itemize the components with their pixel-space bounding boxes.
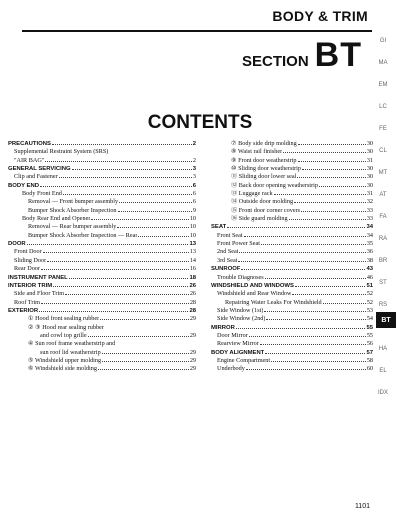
toc-entry-page: 30 bbox=[366, 140, 373, 147]
toc-leader-dots bbox=[297, 177, 366, 178]
toc-entry[interactable] bbox=[211, 307, 373, 315]
toc-entry-title: BODY END bbox=[8, 182, 39, 189]
toc-entry-title: ⑧ Waist rail finisher bbox=[231, 148, 283, 156]
toc-entry-page: 51 bbox=[366, 282, 373, 289]
toc-leader-dots bbox=[100, 319, 189, 320]
toc-entry-page: 2 bbox=[192, 141, 196, 147]
toc-leader-dots bbox=[39, 311, 188, 312]
toc-entry[interactable] bbox=[211, 299, 373, 307]
toc-entry-title: Side Window (2nd) bbox=[217, 315, 266, 323]
toc-entry-page: 2 bbox=[192, 156, 196, 164]
toc-leader-dots bbox=[283, 152, 366, 153]
toc-leader-dots bbox=[241, 269, 365, 270]
toc-leader-dots bbox=[302, 169, 366, 170]
toc-entry-page: 52 bbox=[366, 298, 373, 306]
toc-entry[interactable] bbox=[8, 215, 196, 223]
section-index-mark[interactable]: ST bbox=[379, 280, 387, 286]
toc-leader-dots bbox=[238, 261, 365, 262]
toc-entry-title: "AIR BAG" bbox=[14, 156, 45, 164]
toc-entry-title: Supplemental Restraint System (SRS) bbox=[14, 148, 109, 156]
toc-leader-dots bbox=[59, 177, 192, 178]
toc-leader-dots bbox=[88, 336, 189, 337]
toc-entry-page: 30 bbox=[366, 173, 373, 181]
toc-leader-dots bbox=[65, 294, 189, 295]
page-number: 1101 bbox=[354, 503, 370, 510]
toc-entry[interactable] bbox=[8, 190, 196, 198]
toc-entry-title: SEAT bbox=[211, 224, 227, 231]
toc-entry[interactable] bbox=[211, 232, 373, 240]
section-index-mark[interactable]: IDX bbox=[377, 390, 388, 396]
section-index-mark[interactable]: HA bbox=[378, 346, 388, 352]
toc-entry-page: 31 bbox=[366, 156, 373, 164]
section-index-mark[interactable]: GI bbox=[379, 38, 387, 44]
toc-entry-page: 6 bbox=[192, 198, 196, 206]
toc-entry-title: BODY ALIGNMENT bbox=[211, 349, 265, 356]
toc-left-column bbox=[8, 140, 196, 374]
toc-entry[interactable] bbox=[211, 173, 373, 181]
toc-leader-dots bbox=[69, 278, 189, 279]
toc-leader-dots bbox=[271, 361, 366, 362]
toc-leader-dots bbox=[63, 194, 192, 195]
toc-entry[interactable] bbox=[8, 223, 196, 231]
toc-entry-title: Body Front End bbox=[22, 190, 62, 198]
toc-entry-title: ⑩ Sliding door weatherstrip bbox=[231, 165, 301, 173]
toc-entry-page: 54 bbox=[366, 315, 373, 323]
toc-entry-page: 3 bbox=[192, 173, 196, 181]
toc-entry-page: 6 bbox=[192, 182, 196, 189]
toc-entry-page: 29 bbox=[189, 348, 196, 356]
toc-entry[interactable] bbox=[8, 332, 196, 340]
toc-entry[interactable] bbox=[8, 198, 196, 206]
toc-entry-title: ② ③ Hood rear sealing rubber bbox=[28, 323, 104, 331]
toc-leader-dots bbox=[266, 319, 365, 320]
toc-entry-title: Underbody bbox=[217, 365, 245, 373]
toc-entry-page: 26 bbox=[189, 282, 196, 289]
toc-leader-dots bbox=[119, 202, 192, 203]
toc-entry-title: DOOR bbox=[8, 241, 26, 248]
toc-entry[interactable] bbox=[211, 190, 373, 198]
toc-leader-dots bbox=[138, 236, 188, 237]
toc-entry-page: 29 bbox=[189, 356, 196, 364]
section-index-mark[interactable]: BR bbox=[378, 258, 388, 264]
toc-entry-page: 3 bbox=[192, 166, 196, 173]
contents-title: CONTENTS bbox=[147, 112, 253, 133]
toc-leader-dots bbox=[264, 311, 365, 312]
toc-entry-page: 56 bbox=[366, 340, 373, 348]
toc-leader-dots bbox=[298, 144, 366, 145]
toc-leader-dots bbox=[249, 336, 366, 337]
toc-entry-page: 43 bbox=[366, 266, 373, 273]
toc-entry[interactable] bbox=[8, 324, 196, 332]
toc-leader-dots bbox=[298, 161, 366, 162]
toc-entry-page: 26 bbox=[189, 290, 196, 298]
toc-entry[interactable] bbox=[8, 357, 196, 365]
toc-leader-dots bbox=[98, 369, 189, 370]
toc-entry-page: 31 bbox=[366, 190, 373, 198]
toc-leader-dots bbox=[27, 244, 189, 245]
toc-entry[interactable] bbox=[8, 365, 196, 373]
toc-entry-title: Bumper Shock Absorber Inspection — Rear bbox=[28, 231, 138, 239]
toc-entry-title: Removal — Front bumper assembly bbox=[28, 198, 119, 206]
toc-leader-dots bbox=[40, 186, 192, 187]
toc-entry[interactable] bbox=[211, 315, 373, 323]
section-index-mark[interactable]: CL bbox=[379, 148, 387, 154]
section-heading bbox=[242, 36, 362, 75]
toc-entry-title: ⑫ Back door opening weatherstrip bbox=[231, 181, 318, 189]
toc-entry[interactable] bbox=[211, 240, 373, 248]
toc-entry-title: ⑭ Outside door molding bbox=[231, 198, 294, 206]
toc-entry-page: 9 bbox=[192, 206, 196, 214]
toc-leader-dots bbox=[301, 211, 366, 212]
toc-entry[interactable] bbox=[8, 140, 196, 148]
toc-entry-page: 33 bbox=[366, 215, 373, 223]
toc-entry-title: Side and Floor Trim bbox=[14, 290, 65, 298]
toc-entry-page: 34 bbox=[366, 231, 373, 239]
toc-entry[interactable] bbox=[211, 182, 373, 190]
toc-leader-dots bbox=[323, 303, 366, 304]
toc-entry[interactable] bbox=[211, 265, 373, 273]
toc-entry-title: WINDSHIELD AND WINDOWS bbox=[211, 282, 294, 289]
toc-entry-page: 32 bbox=[366, 198, 373, 206]
toc-entry[interactable] bbox=[211, 165, 373, 173]
toc-entry-title: MIRROR bbox=[211, 324, 235, 331]
section-index-mark[interactable]: LC bbox=[379, 104, 387, 110]
toc-entry[interactable] bbox=[211, 207, 373, 215]
toc-entry[interactable] bbox=[8, 299, 196, 307]
section-index-mark[interactable]: FA bbox=[379, 214, 387, 220]
toc-entry-title: ⑨ Front door weatherstrip bbox=[231, 156, 297, 164]
toc-entry[interactable] bbox=[8, 282, 196, 290]
toc-entry-title: Windshield and Rear Window bbox=[217, 290, 292, 298]
toc-entry-title: Body Rear End and Opener bbox=[22, 215, 91, 223]
toc-entry-page: 33 bbox=[366, 206, 373, 214]
header-rule bbox=[22, 30, 372, 32]
toc-entry[interactable] bbox=[8, 165, 196, 173]
toc-leader-dots bbox=[72, 169, 192, 170]
toc-entry-title: ⑯ Side guard molding bbox=[231, 215, 288, 223]
toc-entry-title: Side Window (1st) bbox=[217, 306, 264, 314]
toc-entry-page: 60 bbox=[366, 365, 373, 373]
toc-entry-title: ④ Sun roof frame weatherstrip and bbox=[28, 340, 116, 348]
toc-leader-dots bbox=[41, 303, 189, 304]
toc-leader-dots bbox=[292, 294, 365, 295]
toc-right-column bbox=[211, 140, 373, 374]
toc-leader-dots bbox=[260, 344, 366, 345]
toc-entry-title: 2nd Seat bbox=[217, 248, 239, 256]
toc-entry-page: 55 bbox=[366, 331, 373, 339]
toc-entry-title: Front Seat bbox=[217, 231, 243, 239]
toc-entry[interactable] bbox=[8, 157, 196, 165]
toc-entry-title: Front Door bbox=[14, 248, 42, 256]
toc-entry-page: 55 bbox=[366, 324, 373, 331]
toc-entry-page: 6 bbox=[192, 190, 196, 198]
toc-entry-page: 30 bbox=[366, 165, 373, 173]
toc-entry-page: 14 bbox=[189, 256, 196, 264]
toc-entry-page: 28 bbox=[189, 307, 196, 314]
toc-entry-page: 13 bbox=[189, 248, 196, 256]
toc-leader-dots bbox=[52, 144, 192, 145]
toc-leader-dots bbox=[236, 328, 366, 329]
toc-entry-page: 18 bbox=[189, 274, 196, 281]
toc-entry-title: ⑤ Windshield upper molding bbox=[28, 356, 102, 364]
section-index-mark[interactable]: AT bbox=[379, 192, 387, 198]
toc-leader-dots bbox=[244, 236, 366, 237]
toc-entry[interactable] bbox=[8, 307, 196, 315]
toc-entry-title: Repairing Water Leaks For Windshield bbox=[225, 298, 322, 306]
toc-entry-title: ⑮ Front door corner covers bbox=[231, 206, 301, 214]
toc-entry[interactable] bbox=[211, 282, 373, 290]
toc-leader-dots bbox=[118, 211, 192, 212]
toc-entry-page: 36 bbox=[366, 248, 373, 256]
toc-entry[interactable] bbox=[211, 365, 373, 373]
toc-entry[interactable] bbox=[211, 198, 373, 206]
toc-entry[interactable] bbox=[8, 240, 196, 248]
toc-entry-title: Clip and Fastener bbox=[14, 173, 58, 181]
toc-leader-dots bbox=[261, 244, 366, 245]
toc-entry[interactable] bbox=[8, 182, 196, 190]
toc-leader-dots bbox=[43, 252, 189, 253]
toc-entry[interactable] bbox=[8, 290, 196, 298]
section-index-mark[interactable]: FE bbox=[379, 126, 387, 132]
toc-leader-dots bbox=[265, 278, 366, 279]
toc-entry[interactable] bbox=[211, 290, 373, 298]
toc-entry[interactable] bbox=[211, 157, 373, 165]
toc-entry-page: 10 bbox=[189, 215, 196, 223]
toc-entry[interactable] bbox=[211, 324, 373, 332]
toc-entry-title: EXTERIOR bbox=[8, 307, 39, 314]
toc-entry-page: 29 bbox=[189, 315, 196, 323]
toc-entry-page: 46 bbox=[366, 273, 373, 281]
toc-leader-dots bbox=[102, 361, 189, 362]
toc-leader-dots bbox=[295, 286, 366, 287]
toc-entry-title: ① Hood front sealing rubber bbox=[28, 315, 100, 323]
toc-entry-page: 13 bbox=[189, 241, 196, 248]
toc-entry-page: 53 bbox=[366, 306, 373, 314]
toc-entry[interactable] bbox=[211, 257, 373, 265]
toc-entry-title: SUNROOF bbox=[211, 266, 241, 273]
toc-leader-dots bbox=[246, 369, 366, 370]
toc-leader-dots bbox=[91, 219, 188, 220]
toc-entry[interactable] bbox=[211, 357, 373, 365]
toc-entry-title: ⑥ Windshield side molding bbox=[28, 365, 97, 373]
section-word: SECTION bbox=[241, 53, 309, 70]
toc-entry-page: 29 bbox=[189, 331, 196, 339]
page-header-category: BODY & TRIM bbox=[272, 8, 368, 24]
toc-entry[interactable] bbox=[8, 265, 196, 273]
toc-entry[interactable] bbox=[8, 248, 196, 256]
toc-entry-title: sun roof lid weatherstrip bbox=[40, 348, 101, 356]
toc-entry[interactable] bbox=[211, 349, 373, 357]
toc-leader-dots bbox=[53, 286, 188, 287]
toc-entry-page: 10 bbox=[189, 231, 196, 239]
toc-entry-title: GENERAL SERVICING bbox=[8, 166, 71, 173]
toc-entry-title: Trouble Diagnoses bbox=[217, 273, 264, 281]
active-section-tab[interactable]: BT bbox=[376, 312, 396, 328]
toc-entry-title: Roof Trim bbox=[14, 298, 40, 306]
toc-entry[interactable] bbox=[8, 232, 196, 240]
section-index-mark[interactable]: EL bbox=[379, 368, 387, 374]
toc-entry[interactable] bbox=[211, 223, 373, 231]
toc-leader-dots bbox=[319, 186, 366, 187]
toc-entry[interactable] bbox=[8, 274, 196, 282]
toc-entry-page: 30 bbox=[366, 181, 373, 189]
toc-entry[interactable] bbox=[211, 274, 373, 282]
toc-entry-page: 30 bbox=[366, 148, 373, 156]
toc-leader-dots bbox=[102, 353, 189, 354]
toc-entry-title: ⑪ Sliding door lower seal bbox=[231, 173, 297, 181]
toc-leader-dots bbox=[45, 161, 192, 162]
toc-entry-title: PRECAUTIONS bbox=[8, 141, 51, 147]
toc-entry-page: 52 bbox=[366, 290, 373, 298]
toc-entry-title: Removal — Rear bumper assembly bbox=[28, 223, 117, 231]
toc-entry[interactable] bbox=[8, 257, 196, 265]
toc-entry-title: INSTRUMENT PANEL bbox=[8, 274, 68, 281]
toc-entry-title: 3rd Seat bbox=[217, 256, 238, 264]
toc-entry[interactable] bbox=[211, 340, 373, 348]
toc-entry-title: Bumper Shock Absorber Inspection bbox=[28, 206, 117, 214]
toc-entry-page: 10 bbox=[189, 223, 196, 231]
toc-entry-page: 58 bbox=[366, 356, 373, 364]
toc-entry-page: 57 bbox=[366, 349, 373, 356]
section-index-mark[interactable]: MA bbox=[378, 60, 388, 66]
toc-entry-page: 38 bbox=[366, 256, 373, 264]
toc-entry-title: Rear Door bbox=[14, 265, 40, 273]
toc-entry[interactable] bbox=[211, 215, 373, 223]
toc-entry[interactable] bbox=[8, 173, 196, 181]
toc-entry[interactable] bbox=[8, 340, 196, 348]
toc-entry[interactable] bbox=[211, 140, 373, 148]
section-index-mark[interactable]: MT bbox=[378, 170, 388, 176]
toc-entry-title: INTERIOR TRIM bbox=[8, 282, 53, 289]
toc-entry-page: 16 bbox=[189, 265, 196, 273]
toc-entry[interactable] bbox=[8, 207, 196, 215]
toc-entry-title: Sliding Door bbox=[14, 256, 47, 264]
toc-entry[interactable] bbox=[211, 148, 373, 156]
toc-leader-dots bbox=[47, 261, 189, 262]
toc-leader-dots bbox=[117, 227, 188, 228]
toc-entry[interactable] bbox=[211, 248, 373, 256]
section-index-mark[interactable]: RS bbox=[378, 302, 388, 308]
toc-entry-title: Door Mirror bbox=[217, 331, 248, 339]
toc-entry-page: 34 bbox=[366, 224, 373, 231]
toc-leader-dots bbox=[41, 269, 189, 270]
toc-entry-page: 35 bbox=[366, 240, 373, 248]
toc-entry[interactable] bbox=[8, 315, 196, 323]
toc-entry-title: and cowl top grille bbox=[40, 331, 87, 339]
toc-entry-page: 29 bbox=[189, 365, 196, 373]
toc-entry-title: Engine Compartment bbox=[217, 356, 271, 364]
toc-entry[interactable] bbox=[8, 349, 196, 357]
toc-entry-title: ⑦ Body side drip molding bbox=[231, 140, 297, 147]
toc-entry-page: 28 bbox=[189, 298, 196, 306]
toc-leader-dots bbox=[274, 194, 366, 195]
section-index-mark[interactable]: RA bbox=[378, 236, 388, 242]
section-code: BT bbox=[314, 36, 362, 74]
toc-leader-dots bbox=[289, 219, 366, 220]
toc-leader-dots bbox=[265, 353, 365, 354]
toc-entry-title: ⑬ Luggage rack bbox=[231, 190, 273, 198]
toc-leader-dots bbox=[239, 252, 365, 253]
toc-entry[interactable] bbox=[8, 148, 196, 156]
toc-entry-title: Front Power Seat bbox=[217, 240, 260, 248]
section-index-mark[interactable]: EM bbox=[378, 82, 388, 88]
toc-entry[interactable] bbox=[211, 332, 373, 340]
toc-leader-dots bbox=[294, 202, 366, 203]
toc-entry-title: Rearview Mirror bbox=[217, 340, 259, 348]
toc-leader-dots bbox=[227, 227, 365, 228]
